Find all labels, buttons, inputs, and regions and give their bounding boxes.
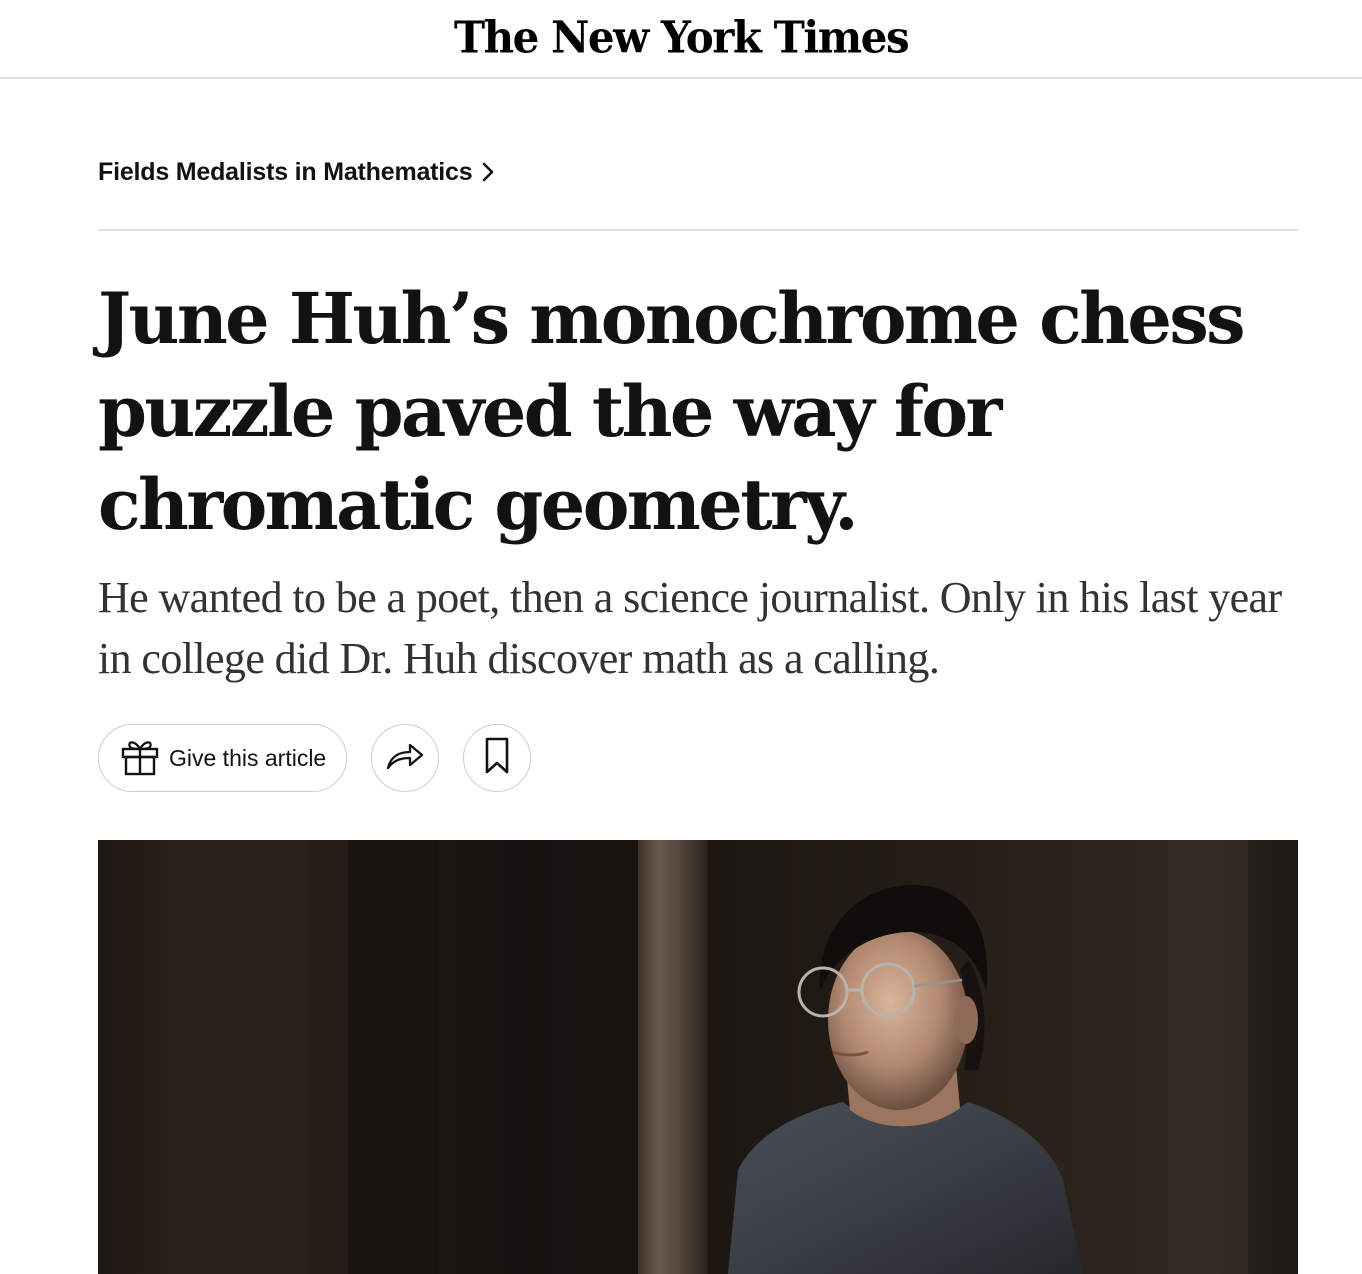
section-kicker-link[interactable]: [98, 152, 494, 192]
article-headline: June Huh’s monochrome chess puzzle paved the way for chromatic geometry.: [98, 277, 1243, 546]
header-divider: [98, 229, 1298, 231]
lead-photo: [98, 840, 1298, 1274]
article-summary: He wanted to be a poet, then a science journalist. Only in his last year in college did Dr. Huh discover math as a calling.: [98, 573, 1282, 683]
nyt-logo[interactable]: The New York Times: [453, 11, 909, 64]
section-kicker-label: Fields Medalists in Mathematics: [98, 157, 473, 186]
give-article-label: Give this article: [169, 744, 327, 771]
save-bookmark-button[interactable]: [463, 724, 531, 792]
share-button[interactable]: [371, 724, 439, 792]
share-arrow-icon: [385, 741, 425, 776]
masthead: [0, 0, 1362, 79]
bookmark-icon: [484, 737, 510, 780]
gift-icon: [121, 736, 159, 781]
give-article-button[interactable]: [98, 724, 347, 792]
chevron-right-icon: [482, 162, 494, 182]
